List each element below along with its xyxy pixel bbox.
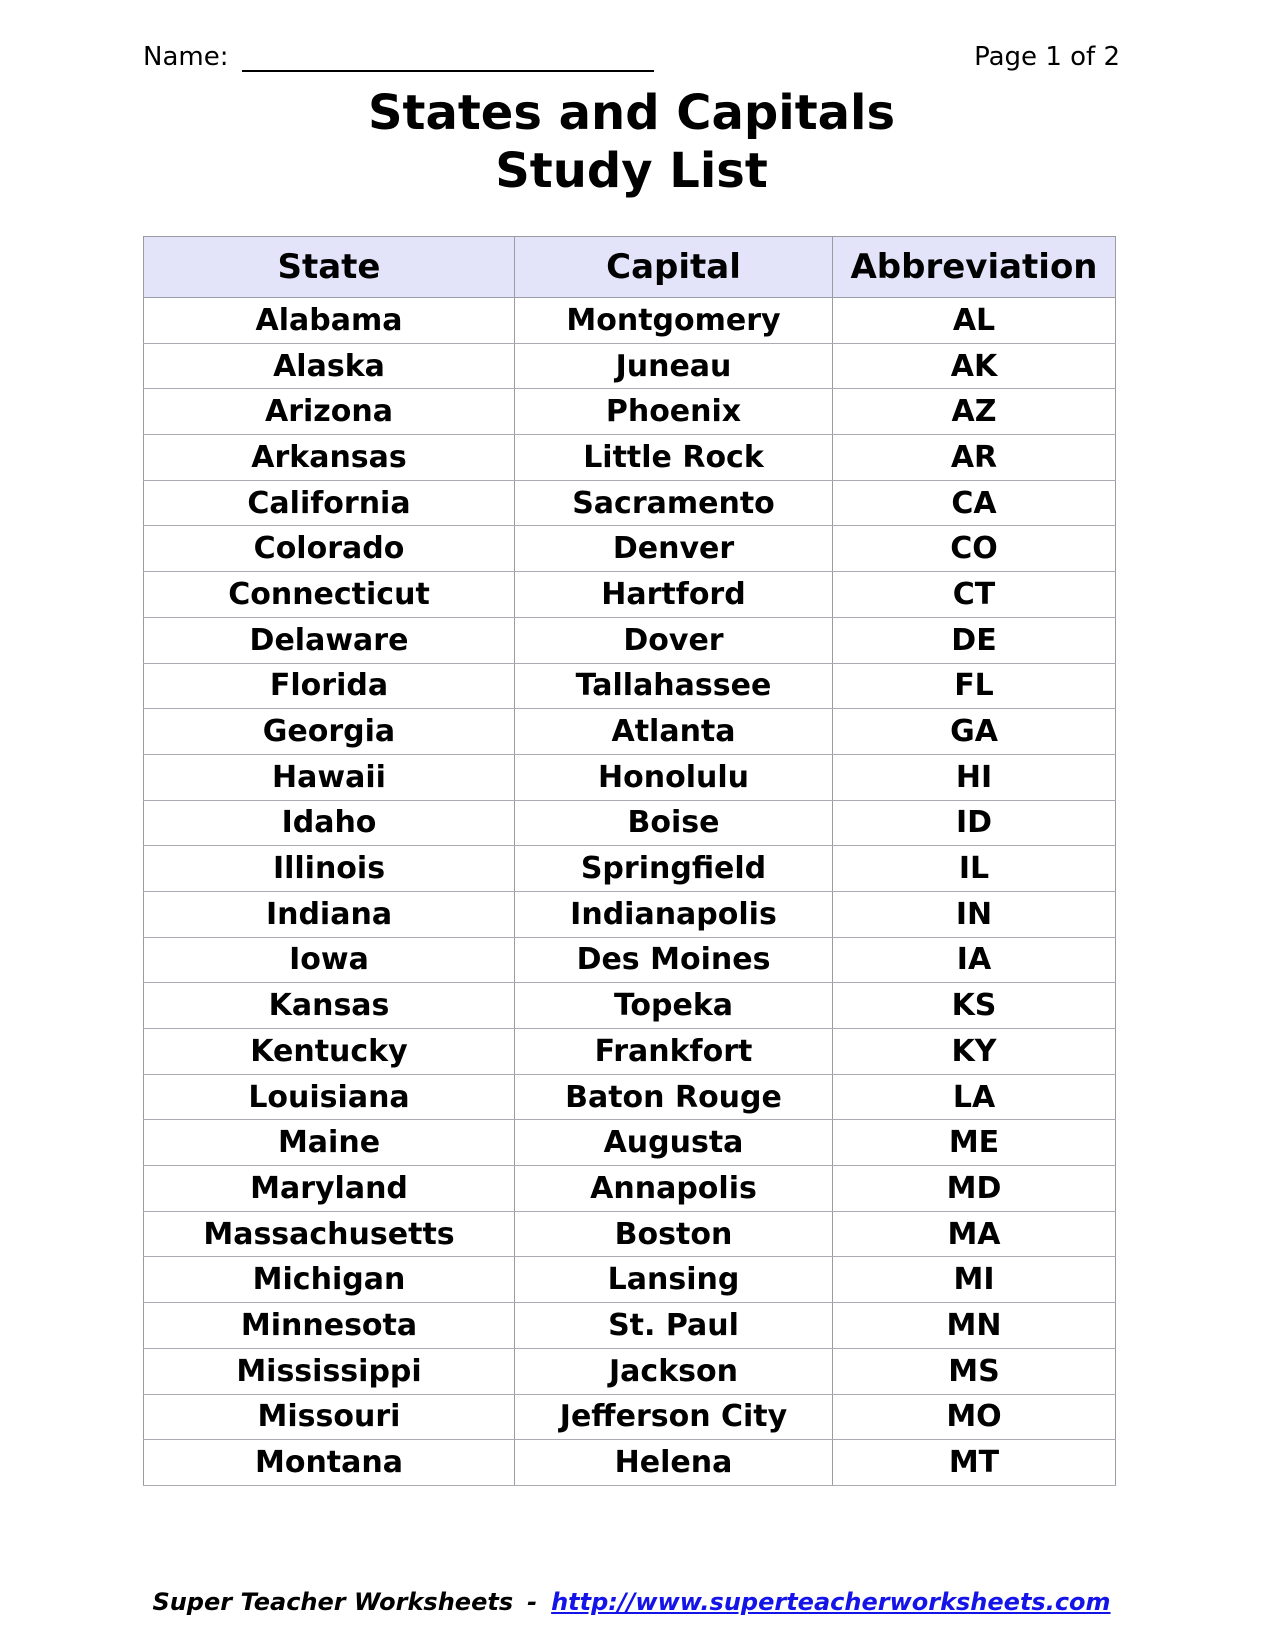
states-capitals-table — [143, 236, 1116, 1486]
state-cell: Arkansas — [144, 435, 515, 481]
state-cell: Minnesota — [144, 1303, 515, 1349]
state-cell: Kansas — [144, 983, 515, 1029]
table-row — [144, 1029, 1116, 1075]
footer-url-link[interactable]: http://www.superteacherworksheets.com — [551, 1588, 1111, 1616]
capital-cell: Indianapolis — [515, 891, 833, 937]
abbreviation-cell: ME — [833, 1120, 1116, 1166]
abbreviation-cell: DE — [833, 617, 1116, 663]
name-field-group — [143, 42, 654, 72]
table-row — [144, 663, 1116, 709]
abbreviation-cell: MT — [833, 1440, 1116, 1486]
state-cell: Colorado — [144, 526, 515, 572]
capital-cell: Tallahassee — [515, 663, 833, 709]
capital-cell: Juneau — [515, 343, 833, 389]
table-row — [144, 983, 1116, 1029]
capital-cell: St. Paul — [515, 1303, 833, 1349]
capital-cell: Des Moines — [515, 937, 833, 983]
capital-cell: Little Rock — [515, 435, 833, 481]
capital-cell: Atlanta — [515, 709, 833, 755]
state-cell: Mississippi — [144, 1348, 515, 1394]
state-cell: Idaho — [144, 800, 515, 846]
capital-cell: Helena — [515, 1440, 833, 1486]
abbreviation-cell: AK — [833, 343, 1116, 389]
capital-cell: Sacramento — [515, 480, 833, 526]
table-row — [144, 435, 1116, 481]
abbreviation-cell: KS — [833, 983, 1116, 1029]
table-row — [144, 1440, 1116, 1486]
state-cell: California — [144, 480, 515, 526]
capital-cell: Montgomery — [515, 298, 833, 344]
abbreviation-cell: AR — [833, 435, 1116, 481]
name-label: Name: — [143, 42, 229, 72]
capital-cell: Springfield — [515, 846, 833, 892]
abbreviation-cell: MD — [833, 1166, 1116, 1212]
abbreviation-cell: CO — [833, 526, 1116, 572]
abbreviation-cell: MS — [833, 1348, 1116, 1394]
table-row — [144, 1394, 1116, 1440]
table-row — [144, 754, 1116, 800]
table-row — [144, 1303, 1116, 1349]
state-cell: Florida — [144, 663, 515, 709]
capital-column-header: Capital — [515, 237, 833, 298]
state-cell: Illinois — [144, 846, 515, 892]
capital-cell: Denver — [515, 526, 833, 572]
state-cell: Massachusetts — [144, 1211, 515, 1257]
abbreviation-cell: GA — [833, 709, 1116, 755]
table-row — [144, 1257, 1116, 1303]
state-cell: Maryland — [144, 1166, 515, 1212]
title-line-2: Study List — [495, 143, 768, 199]
capital-cell: Honolulu — [515, 754, 833, 800]
name-blank-line — [242, 42, 654, 72]
state-cell: Montana — [144, 1440, 515, 1486]
worksheet-title — [143, 84, 1120, 200]
abbreviation-cell: AL — [833, 298, 1116, 344]
abbreviation-cell: MA — [833, 1211, 1116, 1257]
state-cell: Alabama — [144, 298, 515, 344]
abbreviation-cell: CA — [833, 480, 1116, 526]
abbreviation-cell: LA — [833, 1074, 1116, 1120]
table-row — [144, 800, 1116, 846]
capital-cell: Boise — [515, 800, 833, 846]
abbreviation-cell: HI — [833, 754, 1116, 800]
capital-cell: Annapolis — [515, 1166, 833, 1212]
table-row — [144, 1166, 1116, 1212]
capital-cell: Augusta — [515, 1120, 833, 1166]
title-line-1: States and Capitals — [367, 85, 896, 141]
table-row — [144, 937, 1116, 983]
state-cell: Hawaii — [144, 754, 515, 800]
footer-separator: - — [527, 1588, 538, 1616]
table-row — [144, 298, 1116, 344]
state-cell: Louisiana — [144, 1074, 515, 1120]
capital-cell: Hartford — [515, 572, 833, 618]
abbreviation-cell: MN — [833, 1303, 1116, 1349]
page-top-line — [143, 42, 1120, 72]
abbreviation-cell: MI — [833, 1257, 1116, 1303]
capital-cell: Frankfort — [515, 1029, 833, 1075]
state-cell: Michigan — [144, 1257, 515, 1303]
table-row — [144, 343, 1116, 389]
state-cell: Delaware — [144, 617, 515, 663]
state-cell: Missouri — [144, 1394, 515, 1440]
page-indicator: Page 1 of 2 — [974, 42, 1120, 72]
abbreviation-cell: CT — [833, 572, 1116, 618]
abbreviation-cell: MO — [833, 1394, 1116, 1440]
footer — [143, 1588, 1120, 1616]
table-row — [144, 891, 1116, 937]
state-cell: Kentucky — [144, 1029, 515, 1075]
table-row — [144, 709, 1116, 755]
abbreviation-cell: ID — [833, 800, 1116, 846]
abbreviation-cell: KY — [833, 1029, 1116, 1075]
state-cell: Connecticut — [144, 572, 515, 618]
capital-cell: Topeka — [515, 983, 833, 1029]
state-cell: Maine — [144, 1120, 515, 1166]
table-row — [144, 1120, 1116, 1166]
abbreviation-column-header: Abbreviation — [833, 237, 1116, 298]
table-row — [144, 389, 1116, 435]
table-row — [144, 1074, 1116, 1120]
state-cell: Georgia — [144, 709, 515, 755]
table-row — [144, 617, 1116, 663]
abbreviation-cell: IN — [833, 891, 1116, 937]
state-cell: Indiana — [144, 891, 515, 937]
capital-cell: Boston — [515, 1211, 833, 1257]
table-body — [144, 298, 1116, 1486]
table-row — [144, 846, 1116, 892]
state-cell: Iowa — [144, 937, 515, 983]
footer-site-label: Super Teacher Worksheets — [152, 1588, 514, 1616]
table-row — [144, 480, 1116, 526]
state-cell: Alaska — [144, 343, 515, 389]
capital-cell: Jackson — [515, 1348, 833, 1394]
state-column-header: State — [144, 237, 515, 298]
capital-cell: Lansing — [515, 1257, 833, 1303]
capital-cell: Jefferson City — [515, 1394, 833, 1440]
capital-cell: Baton Rouge — [515, 1074, 833, 1120]
table-row — [144, 1348, 1116, 1394]
abbreviation-cell: AZ — [833, 389, 1116, 435]
abbreviation-cell: FL — [833, 663, 1116, 709]
capital-cell: Phoenix — [515, 389, 833, 435]
table-row — [144, 526, 1116, 572]
capital-cell: Dover — [515, 617, 833, 663]
abbreviation-cell: IA — [833, 937, 1116, 983]
abbreviation-cell: IL — [833, 846, 1116, 892]
table-header-row — [144, 237, 1116, 298]
state-cell: Arizona — [144, 389, 515, 435]
table-row — [144, 572, 1116, 618]
table-row — [144, 1211, 1116, 1257]
